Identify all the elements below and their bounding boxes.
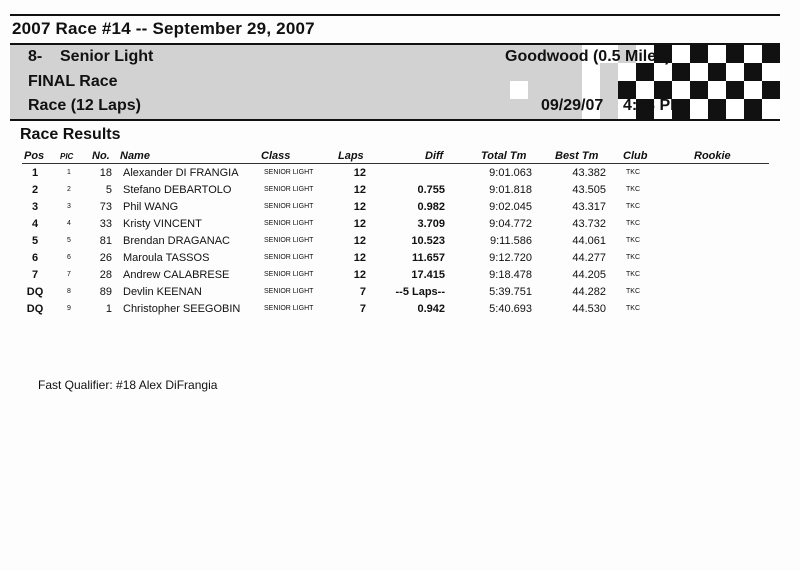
best-time-cell: 44.282 xyxy=(572,286,606,298)
diff-cell: 0.942 xyxy=(417,303,445,315)
header-divider xyxy=(22,163,769,164)
pic-cell: 5 xyxy=(67,237,71,244)
number-cell: 1 xyxy=(105,303,112,315)
col-name: Name xyxy=(120,150,150,162)
class-cell: SENIOR LIGHT xyxy=(264,288,314,295)
class-number: 8- xyxy=(28,48,43,65)
laps-cell: 7 xyxy=(359,286,366,298)
name-cell: Christopher SEEGOBIN xyxy=(123,303,241,315)
best-time-cell: 43.732 xyxy=(572,218,606,230)
pos-cell: 6 xyxy=(31,252,39,264)
table-row xyxy=(0,286,800,303)
number-cell: 73 xyxy=(99,201,112,213)
diff-cell: 0.755 xyxy=(417,184,445,196)
race-type: Race (12 Laps) xyxy=(28,97,141,114)
club-cell: TKC xyxy=(626,288,640,295)
table-row xyxy=(0,252,800,269)
total-time-cell: 5:40.693 xyxy=(489,303,532,315)
total-time-cell: 9:04.772 xyxy=(489,218,532,230)
col-rookie: Rookie xyxy=(694,150,731,162)
table-row xyxy=(0,201,800,218)
number-cell: 26 xyxy=(99,252,112,264)
col-best: Best Tm xyxy=(555,150,599,162)
col-diff: Diff xyxy=(425,150,444,162)
class-cell: SENIOR LIGHT xyxy=(264,220,314,227)
diff-cell: 17.415 xyxy=(411,269,445,281)
class-cell: SENIOR LIGHT xyxy=(264,237,314,244)
name-cell: Alexander DI FRANGIA xyxy=(123,167,239,179)
diff-cell: 3.709 xyxy=(417,218,445,230)
pos-cell: 2 xyxy=(31,184,39,196)
pic-cell: 1 xyxy=(67,169,71,176)
col-total: Total Tm xyxy=(481,150,527,162)
results-heading: Race Results xyxy=(20,126,121,143)
total-time-cell: 9:12.720 xyxy=(489,252,532,264)
best-time-cell: 43.317 xyxy=(572,201,606,213)
race-title: 2007 Race #14 -- September 29, 2007 xyxy=(12,19,315,38)
number-cell: 33 xyxy=(99,218,112,230)
class-cell: SENIOR LIGHT xyxy=(264,203,314,210)
number-cell: 5 xyxy=(105,184,112,196)
name-cell: Devlin KEENAN xyxy=(123,286,202,298)
total-time-cell: 9:11.586 xyxy=(489,235,532,247)
race-time: 4:33 PM xyxy=(623,97,684,114)
club-cell: TKC xyxy=(626,271,640,278)
top-rule xyxy=(10,14,780,16)
col-class: Class xyxy=(261,150,291,162)
name-cell: Brendan DRAGANAC xyxy=(123,235,230,247)
pos-cell: 4 xyxy=(31,218,39,230)
pos-cell: DQ xyxy=(26,286,44,298)
table-row xyxy=(0,184,800,201)
number-cell: 89 xyxy=(99,286,112,298)
race-date: 09/29/07 xyxy=(541,97,604,114)
class-cell: SENIOR LIGHT xyxy=(264,254,314,261)
pic-cell: 6 xyxy=(67,254,71,261)
diff-cell: 0.982 xyxy=(417,201,445,213)
class-cell: SENIOR LIGHT xyxy=(264,271,314,278)
laps-cell: 12 xyxy=(353,269,366,281)
laps-cell: 12 xyxy=(353,235,366,247)
laps-cell: 7 xyxy=(359,303,366,315)
total-time-cell: 5:39.751 xyxy=(489,286,532,298)
class-cell: SENIOR LIGHT xyxy=(264,186,314,193)
table-row xyxy=(0,218,800,235)
club-cell: TKC xyxy=(626,203,640,210)
header-band xyxy=(10,43,780,121)
club-cell: TKC xyxy=(626,169,640,176)
best-time-cell: 43.505 xyxy=(572,184,606,196)
pos-cell: 1 xyxy=(31,167,39,179)
club-cell: TKC xyxy=(626,237,640,244)
pos-cell: DQ xyxy=(26,303,44,315)
best-time-cell: 44.530 xyxy=(572,303,606,315)
diff-cell: 10.523 xyxy=(411,235,445,247)
club-cell: TKC xyxy=(626,305,640,312)
club-cell: TKC xyxy=(626,254,640,261)
col-laps: Laps xyxy=(338,150,364,162)
total-time-cell: 9:01.818 xyxy=(489,184,532,196)
number-cell: 81 xyxy=(99,235,112,247)
pos-cell: 3 xyxy=(31,201,39,213)
total-time-cell: 9:01.063 xyxy=(489,167,532,179)
col-club: Club xyxy=(623,150,648,162)
best-time-cell: 44.061 xyxy=(572,235,606,247)
class-cell: SENIOR LIGHT xyxy=(264,305,314,312)
club-cell: TKC xyxy=(626,186,640,193)
total-time-cell: 9:02.045 xyxy=(489,201,532,213)
track-name: Goodwood (0.5 Miles) xyxy=(505,48,671,65)
table-row xyxy=(0,167,800,184)
best-time-cell: 44.205 xyxy=(572,269,606,281)
name-cell: Phil WANG xyxy=(123,201,179,213)
class-cell: SENIOR LIGHT xyxy=(264,169,314,176)
name-cell: Andrew CALABRESE xyxy=(123,269,230,281)
session-name: FINAL Race xyxy=(28,73,118,90)
number-cell: 28 xyxy=(99,269,112,281)
diff-cell: --5 Laps-- xyxy=(395,286,445,298)
fast-qualifier-note: Fast Qualifier: #18 Alex DiFrangia xyxy=(38,378,218,392)
pic-cell: 2 xyxy=(67,186,71,193)
laps-cell: 12 xyxy=(353,252,366,264)
table-row xyxy=(0,269,800,286)
best-time-cell: 43.382 xyxy=(572,167,606,179)
pic-cell: 3 xyxy=(67,203,71,210)
pic-cell: 4 xyxy=(67,220,71,227)
club-cell: TKC xyxy=(626,220,640,227)
number-cell: 18 xyxy=(99,167,112,179)
name-cell: Maroula TASSOS xyxy=(123,252,210,264)
pic-cell: 7 xyxy=(67,271,71,278)
class-name: Senior Light xyxy=(60,48,154,65)
pic-cell: 9 xyxy=(67,305,71,312)
col-pic: PIC xyxy=(60,152,74,161)
col-pos: Pos xyxy=(24,150,45,162)
col-no: No. xyxy=(92,150,110,162)
laps-cell: 12 xyxy=(353,184,366,196)
pic-cell: 8 xyxy=(67,288,71,295)
best-time-cell: 44.277 xyxy=(572,252,606,264)
laps-cell: 12 xyxy=(353,167,366,179)
laps-cell: 12 xyxy=(353,218,366,230)
table-row xyxy=(0,303,800,320)
diff-cell: 11.657 xyxy=(411,252,445,264)
table-row xyxy=(0,235,800,252)
pos-cell: 5 xyxy=(31,235,39,247)
name-cell: Stefano DEBARTOLO xyxy=(123,184,232,196)
laps-cell: 12 xyxy=(353,201,366,213)
name-cell: Kristy VINCENT xyxy=(123,218,202,230)
total-time-cell: 9:18.478 xyxy=(489,269,532,281)
pos-cell: 7 xyxy=(31,269,39,281)
